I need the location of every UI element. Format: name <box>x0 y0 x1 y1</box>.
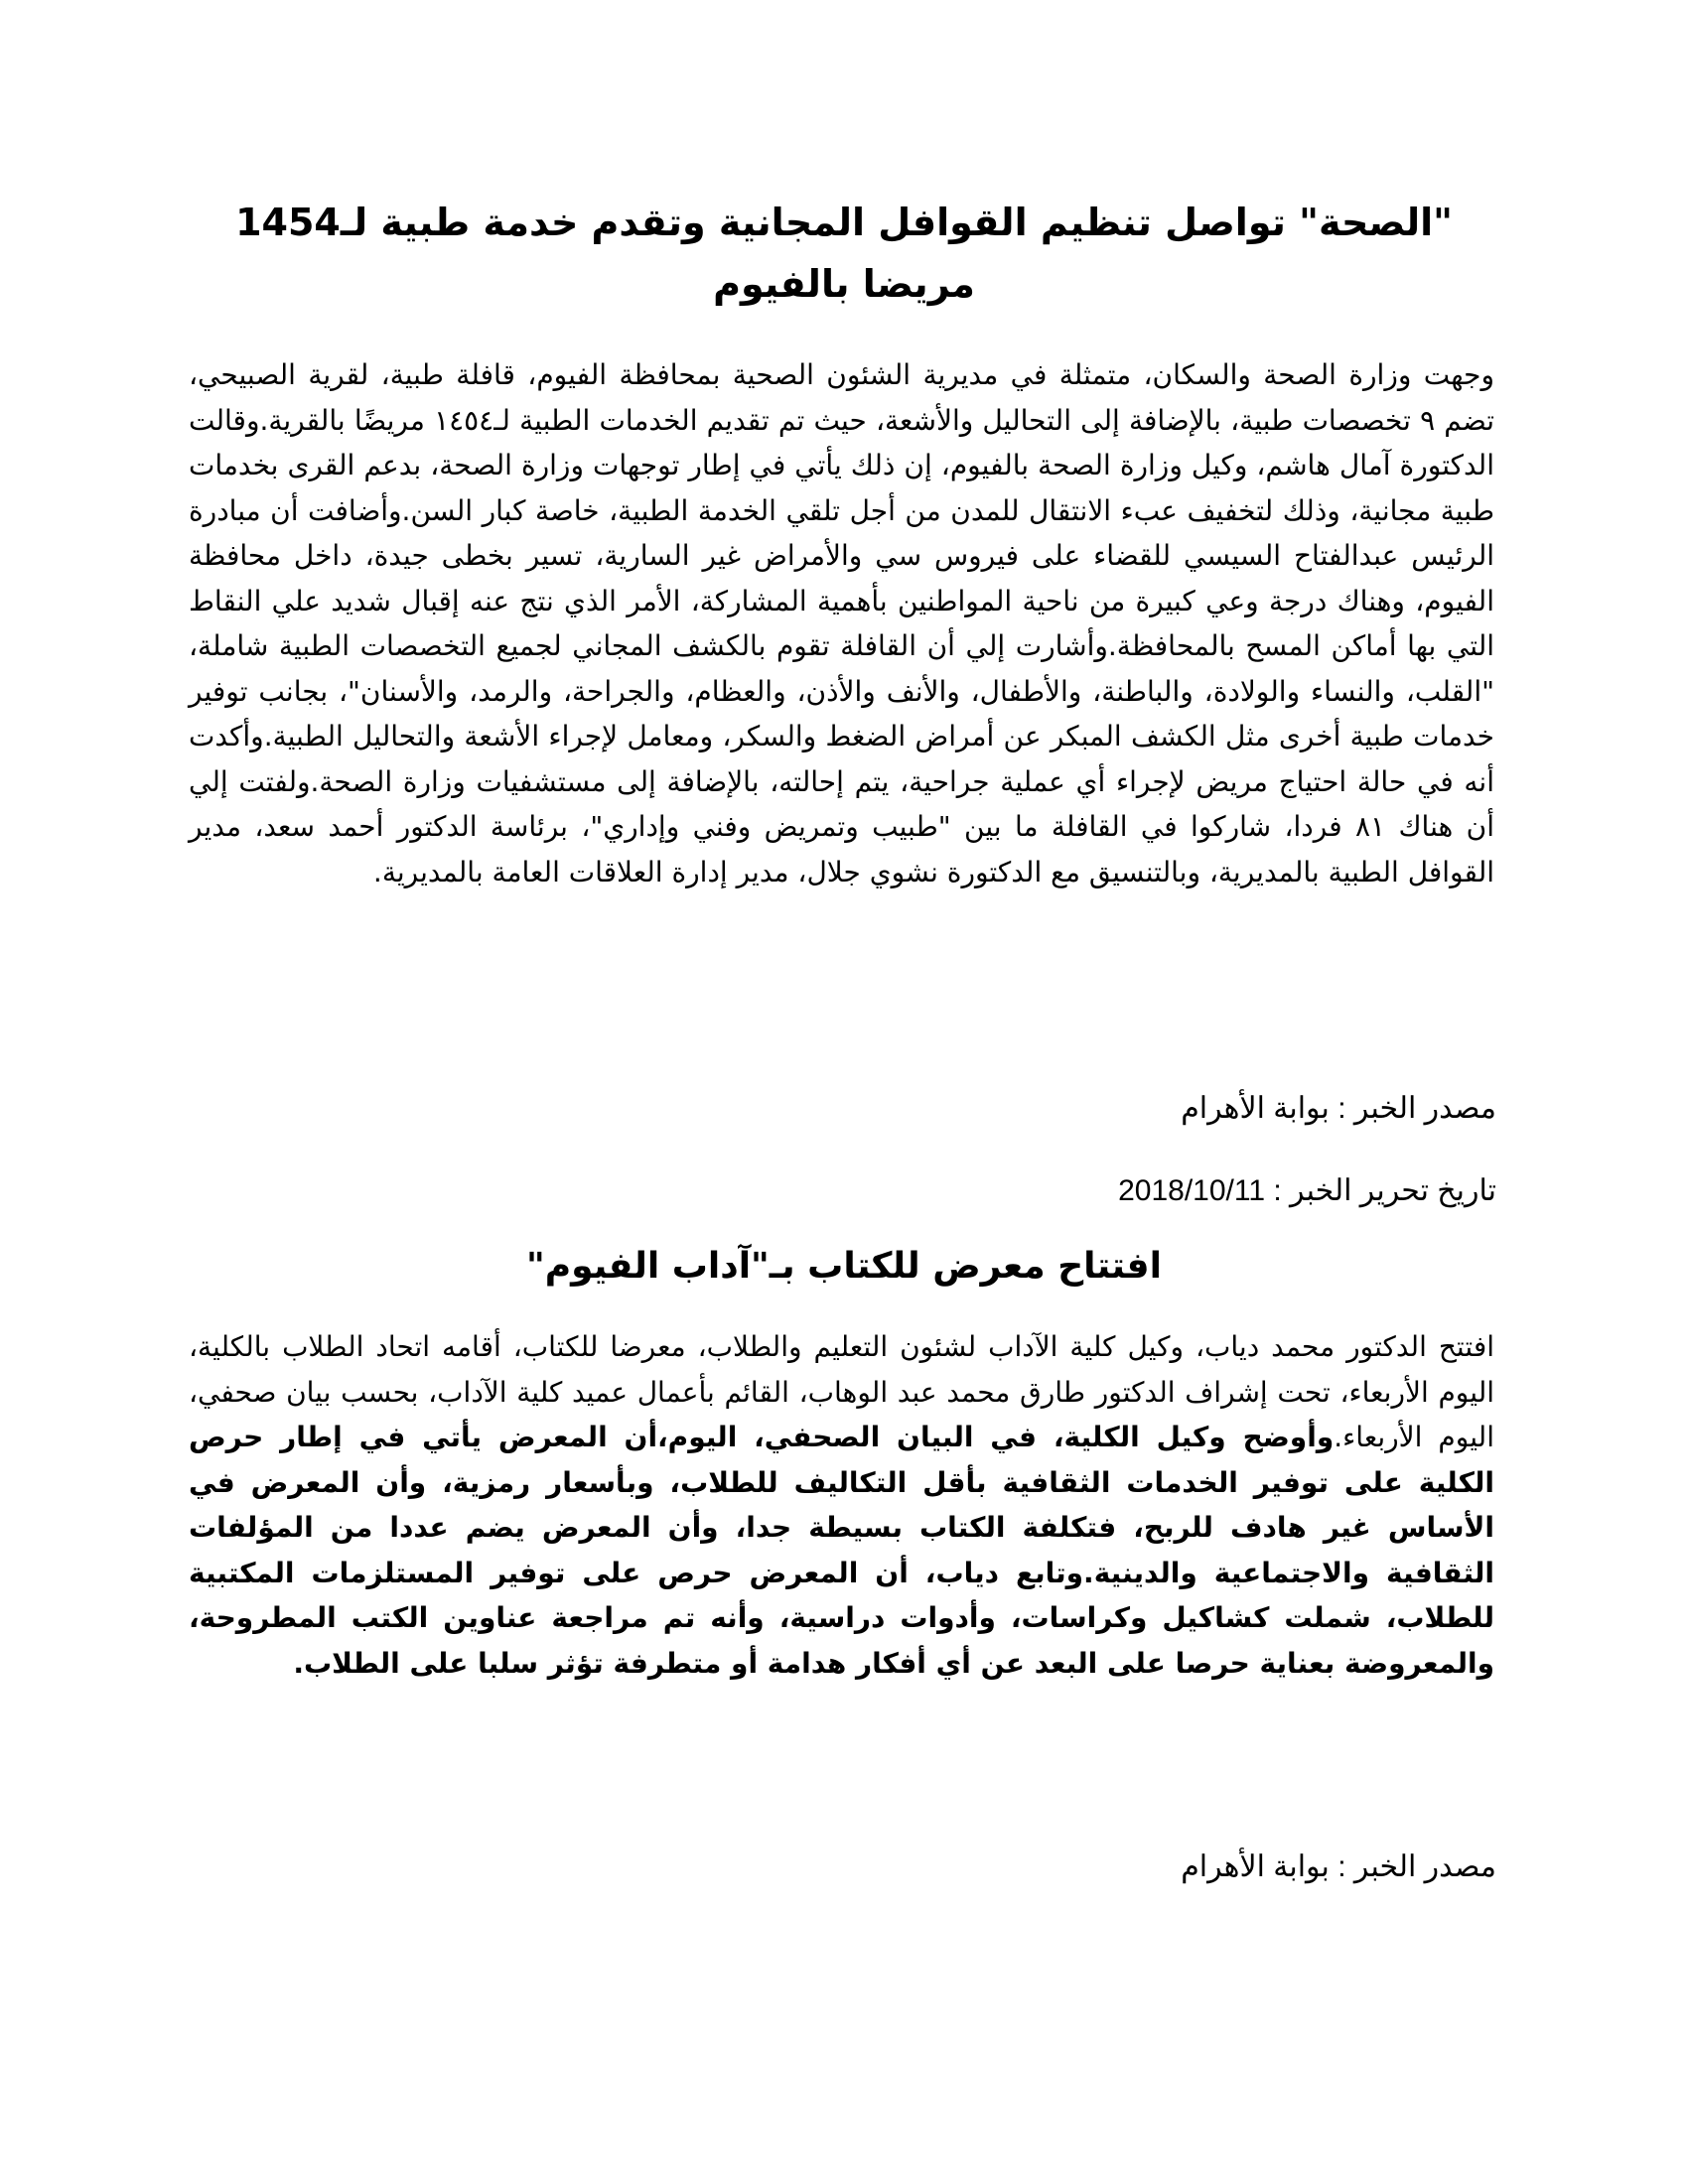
article-1-title: "الصحة" تواصل تنظيم القوافل المجانية وتقدم خدمة طبية لـ1454 مريضا بالفيوم <box>235 201 1453 306</box>
article-2-source: مصدر الخبر : بوابة الأهرام <box>1181 1850 1496 1883</box>
article-1-date: تاريخ تحرير الخبر : 2018/10/11 <box>1118 1174 1496 1207</box>
article-1-source: مصدر الخبر : بوابة الأهرام <box>1181 1092 1496 1125</box>
article-2-body-bold: وأوضح وكيل الكلية، في البيان الصحفي، اليوم،أن المعرض يأتي في إطار حرص الكلية على توفير الخدمات الثقافية بأقل التكاليف للطلاب، وبأسعار رمزية، وأن المعرض في الأساس غير هادف للربح، فتكلفة الكتاب بسيطة جدا، وأن المعرض يضم عددا من المؤلفات الثقافية والاجتماعية والدينية.وتابع دياب، أن المعرض حرص على توفير المستلزمات المكتبية للطلاب، شملت كشاكيل وكراسات، وأدوات دراسية، وأنه تم مراجعة عناوين الكتب المطروحة، والمعروضة بعناية حرصا على البعد عن أي أفكار هدامة أو متطرفة تؤثر سلبا على الطلاب. <box>189 1421 1494 1680</box>
article-2-body-intro: افتتح الدكتور محمد دياب، وكيل كلية الآداب لشئون التعليم والطلاب، معرضا للكتاب، أقامه اتحاد الطلاب بالكلية، اليوم الأربعاء، تحت إشراف الدكتور طارق محمد عبد الوهاب، القائم بأعمال عميد كلية الآداب، بحسب بيان صحفي، اليوم الأربعاء. <box>189 1330 1494 1453</box>
article-2-body <box>189 1324 1494 1686</box>
article-2-title: افتتاح معرض للكتاب بـ"آداب الفيوم" <box>526 1246 1162 1287</box>
article-1-body: وجهت وزارة الصحة والسكان، متمثلة في مديرية الشئون الصحية بمحافظة الفيوم، قافلة طبية، لقرية الصبيحي، تضم ٩ تخصصات طبية، بالإضافة إلى التحاليل والأشعة، حيث تم تقديم الخدمات الطبية لـ١٤٥٤ مريضًا بالقرية.وقالت الدكتورة آمال هاشم، وكيل وزارة الصحة بالفيوم، إن ذلك يأتي في إطار توجهات وزارة الصحة، بدعم القرى بخدمات طبية مجانية، وذلك لتخفيف عبء الانتقال للمدن من أجل تلقي الخدمة الطبية، خاصة كبار السن.وأضافت أن مبادرة الرئيس عبدالفتاح السيسي للقضاء على فيروس سي والأمراض غير السارية، تسير بخطى جيدة، داخل محافظة الفيوم، وهناك درجة وعي كبيرة من ناحية المواطنين بأهمية المشاركة، الأمر الذي نتج عنه إقبال شديد علي النقاط التي بها أماكن المسح بالمحافظة.وأشارت إلي أن القافلة تقوم بالكشف المجاني لجميع التخصصات الطبية شاملة، "القلب، والنساء والولادة، والباطنة، والأطفال، والأنف والأذن، والعظام، والجراحة، والرمد، والأسنان"، بجانب توفير خدمات طبية أخرى مثل الكشف المبكر عن أمراض الضغط والسكر، ومعامل لإجراء الأشعة والتحاليل الطبية.وأكدت أنه في حالة احتياج مريض لإجراء أي عملية جراحية، يتم إحالته، بالإضافة إلى مستشفيات وزارة الصحة.ولفتت إلي أن هناك ٨١ فردا، شاركوا في القافلة ما بين "طبيب وتمريض وفني وإداري"، برئاسة الدكتور أحمد سعد، مدير القوافل الطبية بالمديرية، وبالتنسيق مع الدكتورة نشوي جلال، مدير إدارة العلاقات العامة بالمديرية. <box>189 358 1495 888</box>
